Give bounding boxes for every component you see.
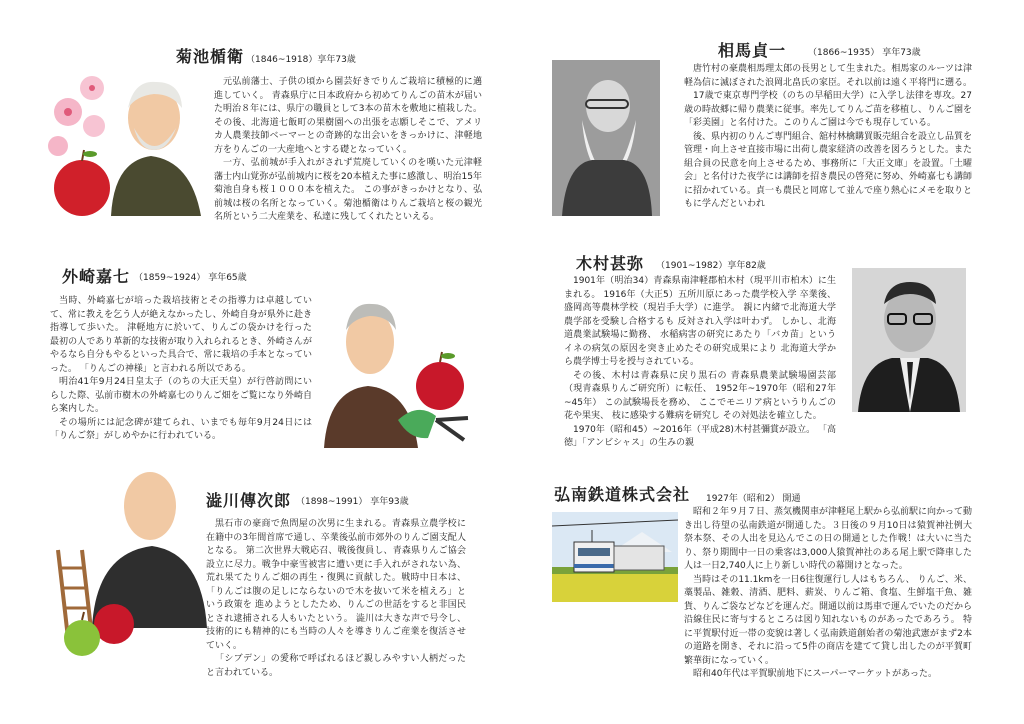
kimura-paragraph: その後、木村は青森県に戻り黒石の 青森県農業試験場園芸部（現青森県りんご研究所）に転任、 1952年~1970年（昭和27年~45年） この試験場長を務め、 ここでモニリア病というりんごの花や果実、 枝に感染する難病を研究し その対処法を確立した。 bbox=[564, 370, 836, 421]
shibukawa-paragraph: 「シブデン」の愛称で呼ばれるほど親しみやすい人柄だったと言われている。 bbox=[206, 654, 466, 678]
shibukawa-paragraph: 黒石市の豪商で魚問屋の次男に生まれる。青森県立農学校に在籍中の3年間首席で通し、卒業後弘前市郊外のりんご園支配人となる。 第二次世界大戦応召、戦後復員し、青森県りんご協会設立に尽力。戦争中豪雪被害に遭い更に手入れがされない為、荒れ果てたりんご畑の再生・復興に貢献した。戦時中日本は、「りんごは腹の足しにならないので木を抜いて米を植えろ」という政策を 進めようとしたため、りんごの世話をすると非国民とされ逮捕される人もいたという。 澁川は大きな声で号令し、技術的にも精神的にも当時の人々を導きりんご産業を復活させていく。 bbox=[206, 519, 466, 651]
sotozaki-portrait-illustration bbox=[318, 290, 478, 450]
kikuchi-dates: （1846~1918）享年73歳 bbox=[246, 55, 356, 65]
shibukawa-portrait-illustration bbox=[52, 458, 212, 658]
kimura-photo bbox=[852, 268, 966, 412]
sotozaki-text bbox=[50, 295, 312, 444]
railway-text bbox=[684, 506, 972, 682]
red-apple-icon bbox=[54, 150, 110, 216]
kimura-dates: （1901~1982）享年82歳 bbox=[656, 261, 766, 271]
kikuchi-paragraph: 元弘前藩士、子供の頃から園芸好きでりんご栽培に積極的に邁進していく。 青森県庁に日本政府から初めてりんごの苗木が届いた明治８年には、県庁の職員として3本の苗木を敷地に植栽した。 その後、北海道七飯町の果樹園への出張を志願しそこで、アメリカ人農業技師ベーマーとの奇跡的な出会いをきっかけに、津軽地方をりんごの一大産地へとする礎となっていく。 bbox=[214, 77, 482, 155]
soma-photo bbox=[552, 60, 660, 216]
kikuchi-paragraph: 一方、弘前城が手入れがされず荒廃していくのを嘆いた元津軽藩士内山覚弥が弘前城内に桜を20本植えた事に感激し、明治15年菊池自身も桜１０００本を植えた。 この事がきっかけとなり、弘前城は桜の名所となっていく。菊池楯衛はりんご栽培と桜の観光名所という二大産業を、私達に残してくれたといえる。 bbox=[214, 158, 482, 222]
kimura-text bbox=[564, 275, 836, 451]
railway-dates: 1927年（昭和2） 開通 bbox=[706, 494, 801, 504]
kimura-paragraph: 1970年（昭和45）~2016年（平成28)木村甚彌賞が設立。 「高徳」「アンビシャス」の生みの親 bbox=[564, 424, 836, 448]
sotozaki-dates: （1859~1924） 享年65歳 bbox=[134, 273, 247, 283]
red-apple-icon bbox=[416, 352, 464, 410]
soma-dates: （1866~1935） 享年73歳 bbox=[808, 48, 921, 58]
soma-text bbox=[684, 63, 972, 212]
sotozaki-paragraph: 明治41年9月24日皇太子（のちの大正天皇）が行啓訪問にいらした際、弘前市樹木の外崎嘉七のりんご畑をご覧になり外崎自ら案内した。 bbox=[50, 377, 312, 414]
sotozaki-name: 外崎嘉七 bbox=[62, 267, 131, 286]
kikuchi-text bbox=[214, 76, 482, 225]
soma-name: 相馬貞一 bbox=[718, 41, 787, 60]
sotozaki-paragraph: 当時、外崎嘉七が培った栽培技術とその指導力は卓越していて、常に教えを乞う人が絶えなかったし、外崎自身が県外に赴き指導して歩いた。 津軽地方に於いて、りんごの袋かけを行った最初の人であり革新的な技術が取り入れられるとき、外崎さんがやるなら自分もやるといった具合で、常に栽培の手本となっていった。 「りんごの神様」と言われる所以である。 bbox=[50, 296, 312, 374]
railway-name: 弘南鉄道株式会社 bbox=[554, 485, 691, 504]
railway-paragraph: 当時はその11.1kmを一日6往復運行し人はもちろん、 りんご、米、藁製品、雑穀、清酒、肥料、薪炭、りんご箱、食塩、生鮮塩干魚、雑貨、りんご袋などなどを運んだ。開通以前は馬車で運んでいたのだから沿線住民に寄与するところは図り知れないものがあったであろう。 特に平賀駅付近一帯の変貌は著しく弘南鉄道創始者の菊池武憲がまず2本の道路を開き、それに沿って5件の商店を建てて貸し出したのが平賀町繁華街になっていく。 bbox=[684, 574, 973, 666]
kikuchi-name: 菊池楯衛 bbox=[176, 47, 245, 66]
railway-train-photo bbox=[552, 512, 678, 602]
kimura-paragraph: 1901年（明治34）青森県南津軽郡柏木村（現平川市柏木）に生まれる。 1916年（大正5）五所川原にあった農学校入学 卒業後、盛岡高等農林学校（現岩手大学）に進学。 親に内緒で北海道大学農学部を受験し合格するも 反対され入学は叶わず。 しかし、北海道農業試験場に勤務、 水稲病害の研究にあたり「バカ苗」という イネの病気の原因を突き止めたその研究成果により 北海道大学から農学博士号を授与されている。 bbox=[564, 276, 836, 367]
shibukawa-text bbox=[206, 518, 466, 680]
shibukawa-dates: （1898~1991） 享年93歳 bbox=[296, 497, 409, 507]
kimura-name: 木村甚弥 bbox=[576, 254, 645, 273]
soma-paragraph: 唐竹村の豪農相馬理太郎の長男として生まれた。相馬家のルーツは津軽為信に滅ぼされた浪岡北畠氏の家臣。それ以前は遠く平将門に遡る。 bbox=[684, 64, 973, 88]
shibukawa-name: 澁川傳次郎 bbox=[206, 491, 292, 510]
cherry-blossom-icon bbox=[48, 76, 105, 156]
soma-paragraph: 17歳で東京専門学校（のちの早稲田大学）に入学し法律を専攻。27歳の時故郷に帰り農業に従事。率先してりんご苗を移植し、りんご園を「彩美園」と名付けた。このりんご園は今でも現存している。 bbox=[684, 91, 973, 128]
railway-paragraph: 昭和２年９月７日、蒸気機関車が津軽尾上駅から弘前駅に向かって動き出し待望の弘南鉄道が開通した。３日後の９月10日は猿賀神社例大祭本祭、その人出を見込んでこの日の開通とした作戦！は大いに当たり、祭り期間中一日の乗客は3,000人猿賀神社のある尾上駅で降車した人は一日2,740人に上り新しい時代の幕開けとなった。 bbox=[684, 507, 973, 571]
sotozaki-paragraph: その場所には記念碑が建てられ、いまでも毎年9月24日には「りんご祭」がしめやかに行われている。 bbox=[50, 417, 312, 441]
pruning-shears-icon bbox=[436, 418, 468, 440]
soma-paragraph: 後、県内初のりんご専門組合、舘村林檎購買販売組合を設立し品質を管理・向上させ直接市場に出荷し農家経済の改善を図ろうとした。また組合員の民意を向上させるため、事務所に「大正文庫」を設置。「土曜会」と名付けた夜学には講師を招き農民の啓発に努め、外崎嘉七も講師に招かれている。貞一も農民と同席して並んで座り熱心にメモを取りともに学んだといわれ bbox=[684, 131, 973, 209]
railway-paragraph: 昭和40年代は平賀駅前地下にスーパーマーケットがあった。 bbox=[693, 669, 938, 679]
kikuchi-portrait-illustration bbox=[36, 66, 216, 221]
